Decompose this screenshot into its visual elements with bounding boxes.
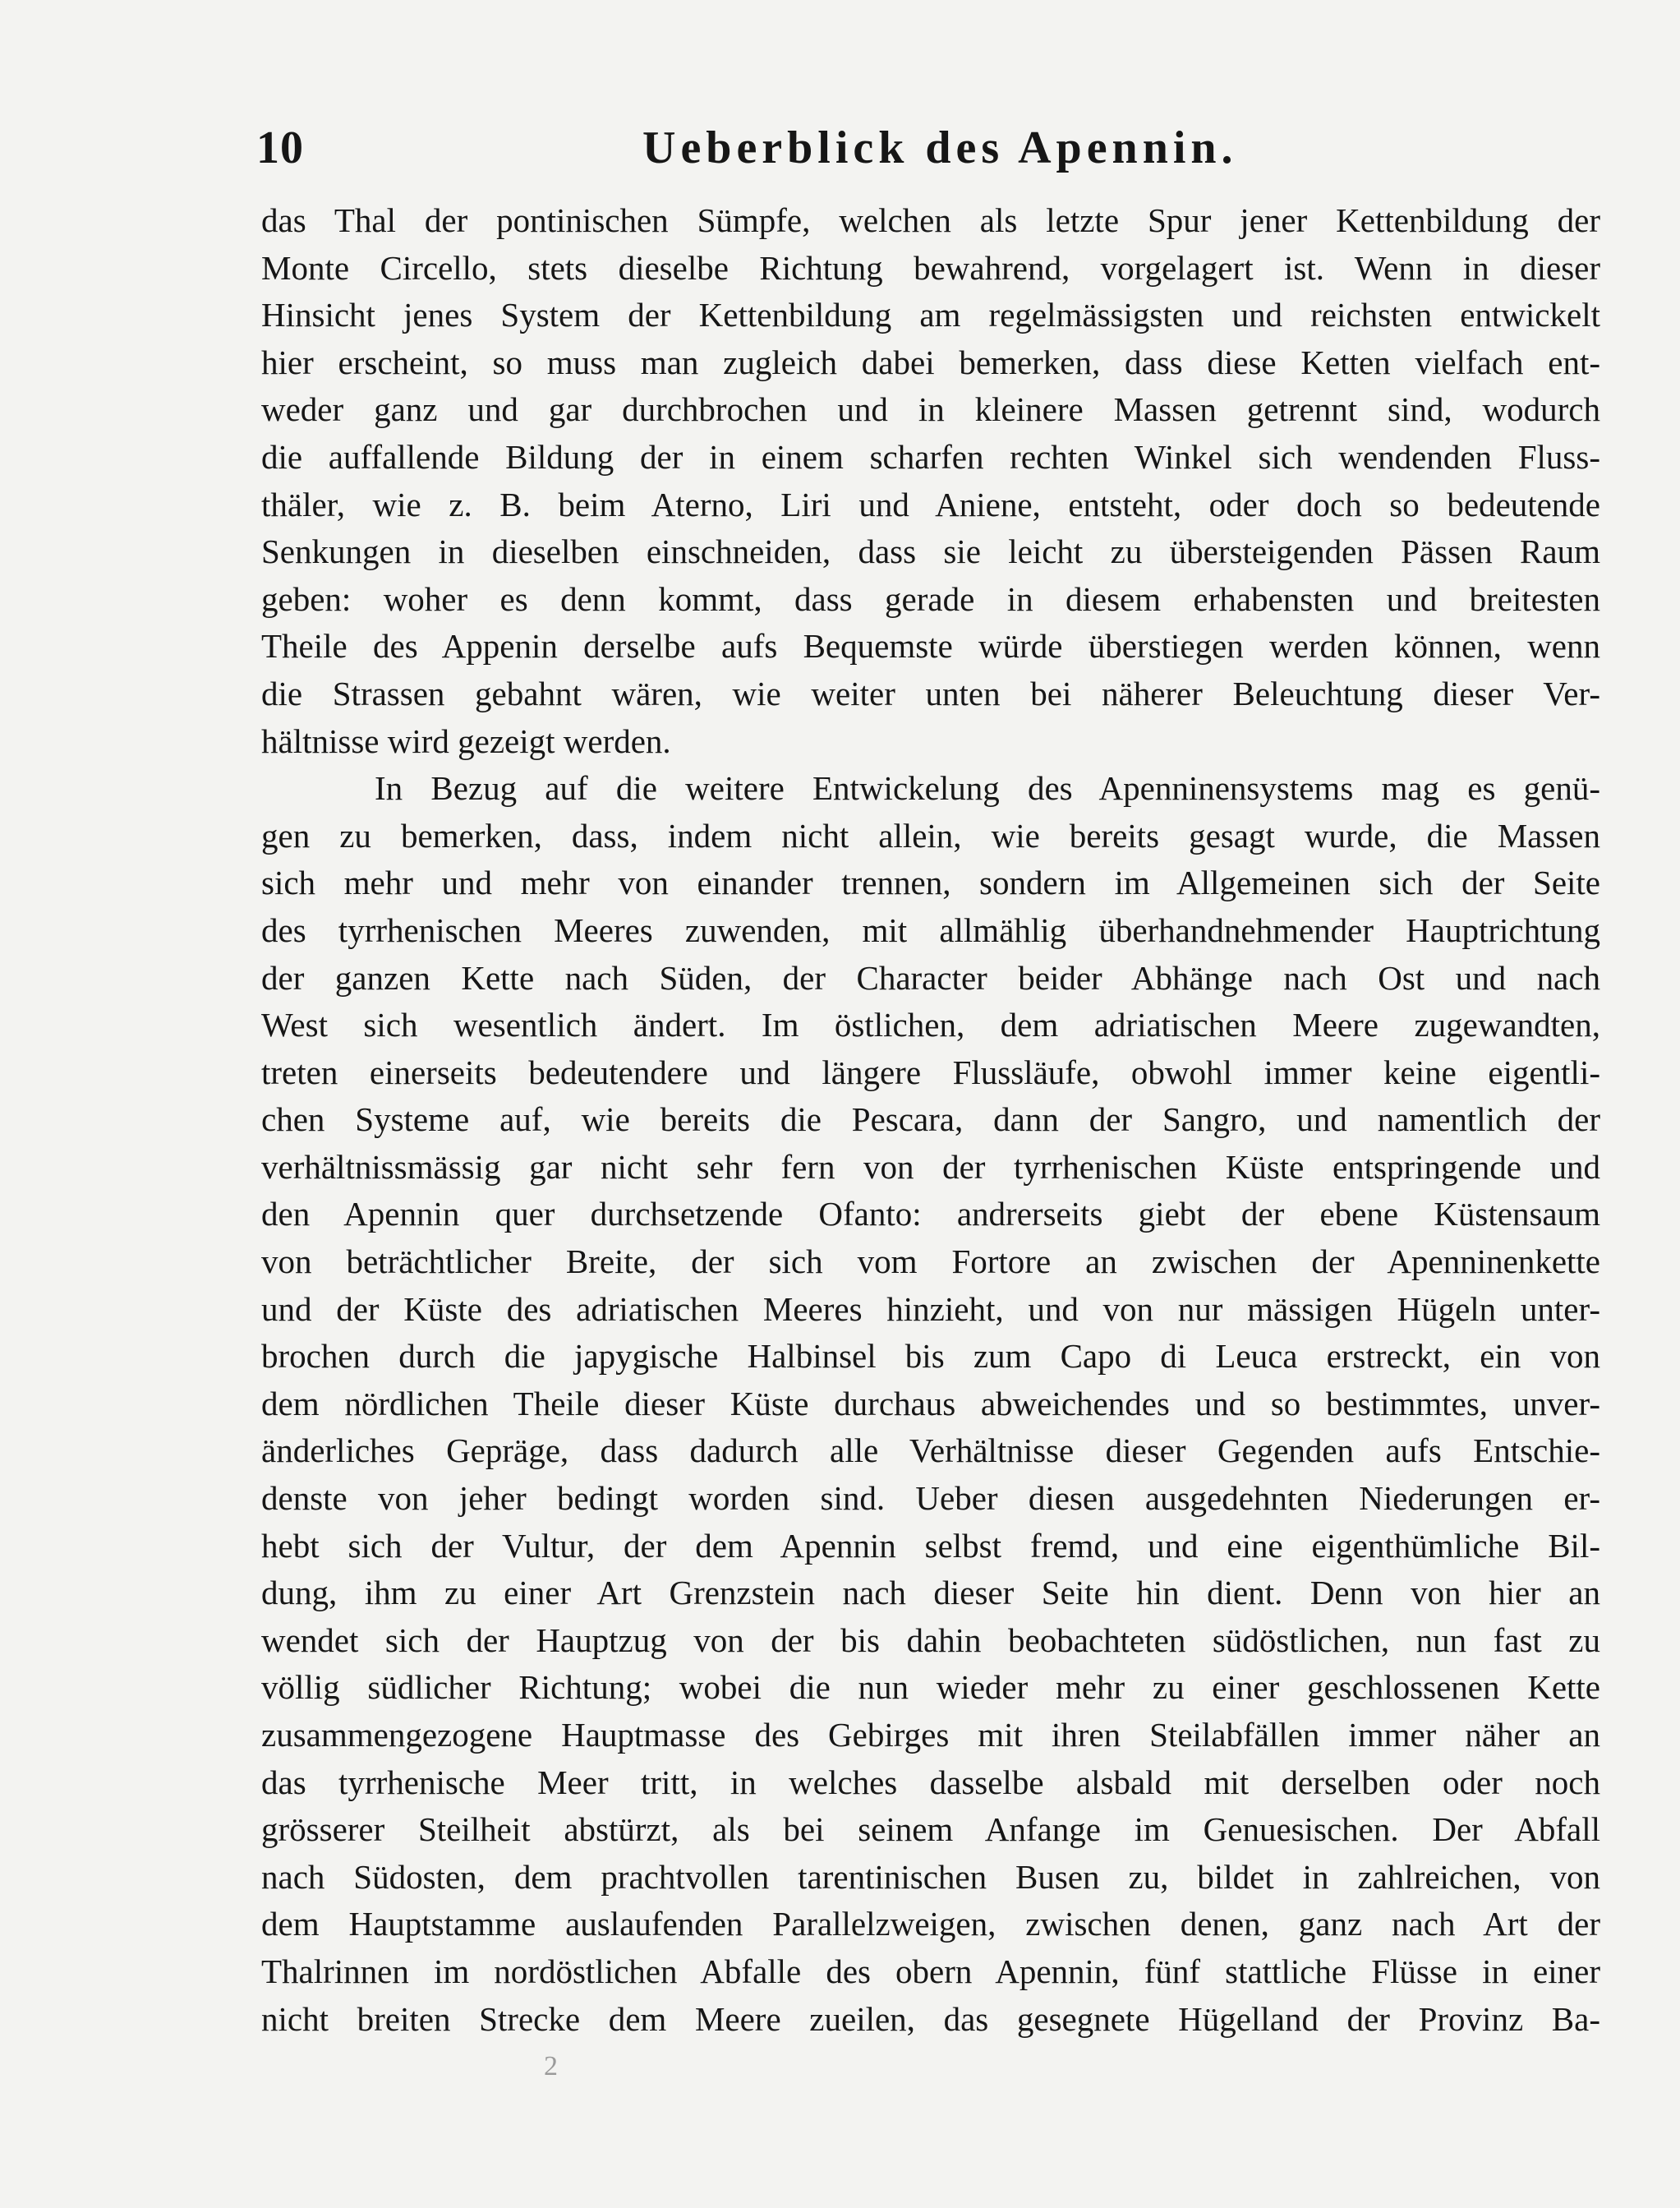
page-number: 10	[256, 122, 304, 173]
text-line: das Thal der pontinischen Sümpfe, welchen als letzte Spur jener Kettenbildung der	[261, 201, 1600, 239]
text-line: des tyrrhenischen Meeres zuwenden, mit allmählig überhandnehmender Hauptrichtung	[261, 910, 1600, 949]
text-line: weder ganz und gar durchbrochen und in kleinere Massen getrennt sind, wodurch	[261, 390, 1600, 429]
text-line: dem nördlichen Theile dieser Küste durchaus abweichendes und so bestimmtes, unver-	[261, 1384, 1600, 1422]
text-line: brochen durch die japygische Halbinsel bis zum Capo di Leuca erstreckt, ein von	[261, 1337, 1600, 1376]
text-line: Monte Circello, stets dieselbe Richtung bewahrend, vorgelagert ist. Wenn in dieser	[261, 248, 1600, 287]
text-line: änderliches Gepräge, dass dadurch alle Verhältnisse dieser Gegenden aufs Entschie-	[261, 1431, 1600, 1470]
text-line: gen zu bemerken, dass, indem nicht allein, wie bereits gesagt wurde, die Massen	[261, 816, 1600, 855]
text-line: die Strassen gebahnt wären, wie weiter unten bei näherer Beleuchtung dieser Ver-	[261, 674, 1600, 712]
text-line: grösserer Steilheit abstürzt, als bei seinem Anfange im Genuesischen. Der Abfall	[261, 1810, 1600, 1849]
text-line: wendet sich der Hauptzug von der bis dahin beobachteten südöstlichen, nun fast zu	[261, 1620, 1600, 1659]
running-title: Ueberblick des Apennin.	[642, 122, 1238, 173]
text-line: Hinsicht jenes System der Kettenbildung am regelmässigsten und reichsten entwickelt	[261, 296, 1600, 334]
text-line: Senkungen in dieselben einschneiden, dass sie leicht zu übersteigenden Pässen Raum	[261, 532, 1600, 571]
text-line: nach Südosten, dem prachtvollen tarentinischen Busen zu, bildet in zahlreichen, von	[261, 1857, 1600, 1896]
text-line: In Bezug auf die weitere Entwickelung des Apenninensystems mag es genü-	[375, 769, 1600, 808]
text-line: dem Hauptstamme auslaufenden Parallelzweigen, zwischen denen, ganz nach Art der	[261, 1905, 1600, 1943]
text-line: zusammengezogene Hauptmasse des Gebirges mit ihren Steilabfällen immer näher an	[261, 1716, 1600, 1754]
text-line: Theile des Appenin derselbe aufs Bequemste würde überstiegen werden können, wenn	[261, 627, 1600, 666]
text-line: chen Systeme auf, wie bereits die Pescara, dann der Sangro, und namentlich der	[261, 1100, 1600, 1139]
text-line: Thalrinnen im nordöstlichen Abfalle des obern Apennin, fünf stattliche Flüsse in einer	[261, 1952, 1600, 1990]
text-line: von beträchtlicher Breite, der sich vom Fortore an zwischen der Apenninenkette	[261, 1242, 1600, 1281]
text-line: geben: woher es denn kommt, dass gerade in diesem erhabensten und breitesten	[261, 579, 1600, 618]
paragraph-2	[261, 765, 1600, 2043]
text-line: den Apennin quer durchsetzende Ofanto: andrerseits giebt der ebene Küstensaum	[261, 1195, 1600, 1233]
text-line: denste von jeher bedingt worden sind. Ueber diesen ausgedehnten Niederungen er-	[261, 1479, 1600, 1518]
text-line: und der Küste des adriatischen Meeres hinzieht, und von nur mässigen Hügeln unter-	[261, 1289, 1600, 1328]
signature-mark: 2	[544, 2051, 564, 2081]
paragraph-1	[261, 197, 1600, 765]
text-line: der ganzen Kette nach Süden, der Character beider Abhänge nach Ost und nach	[261, 958, 1600, 997]
text-line: völlig südlicher Richtung; wobei die nun wieder mehr zu einer geschlossenen Kette	[261, 1668, 1600, 1707]
text-line: hier erscheint, so muss man zugleich dabei bemerken, dass diese Ketten vielfach ent-	[261, 343, 1600, 381]
text-line: dung, ihm zu einer Art Grenzstein nach dieser Seite hin dient. Denn von hier an	[261, 1574, 1600, 1612]
text-line: nicht breiten Strecke dem Meere zueilen, das gesegnete Hügelland der Provinz Ba-	[261, 1999, 1600, 2038]
text-line: hebt sich der Vultur, der dem Apennin selbst fremd, und eine eigenthümliche Bil-	[261, 1526, 1600, 1565]
text-line: thäler, wie z. B. beim Aterno, Liri und Aniene, entsteht, oder doch so bedeutende	[261, 485, 1600, 523]
text-line: hältnisse wird gezeigt werden.	[261, 721, 671, 760]
text-line: sich mehr und mehr von einander trennen, sondern im Allgemeinen sich der Seite	[261, 864, 1600, 902]
text-line: West sich wesentlich ändert. Im östlichen, dem adriatischen Meere zugewandten,	[261, 1006, 1600, 1044]
body-text	[261, 197, 1600, 2043]
text-line: die auffallende Bildung der in einem scharfen rechten Winkel sich wendenden Fluss-	[261, 437, 1600, 476]
text-line: verhältnissmässig gar nicht sehr fern von der tyrrhenischen Küste entspringende und	[261, 1147, 1600, 1186]
page-header	[256, 115, 1600, 181]
text-line: das tyrrhenische Meer tritt, in welches dasselbe alsbald mit derselben oder noch	[261, 1763, 1600, 1801]
text-line: treten einerseits bedeutendere und längere Flussläufe, obwohl immer keine eigentli-	[261, 1053, 1600, 1091]
